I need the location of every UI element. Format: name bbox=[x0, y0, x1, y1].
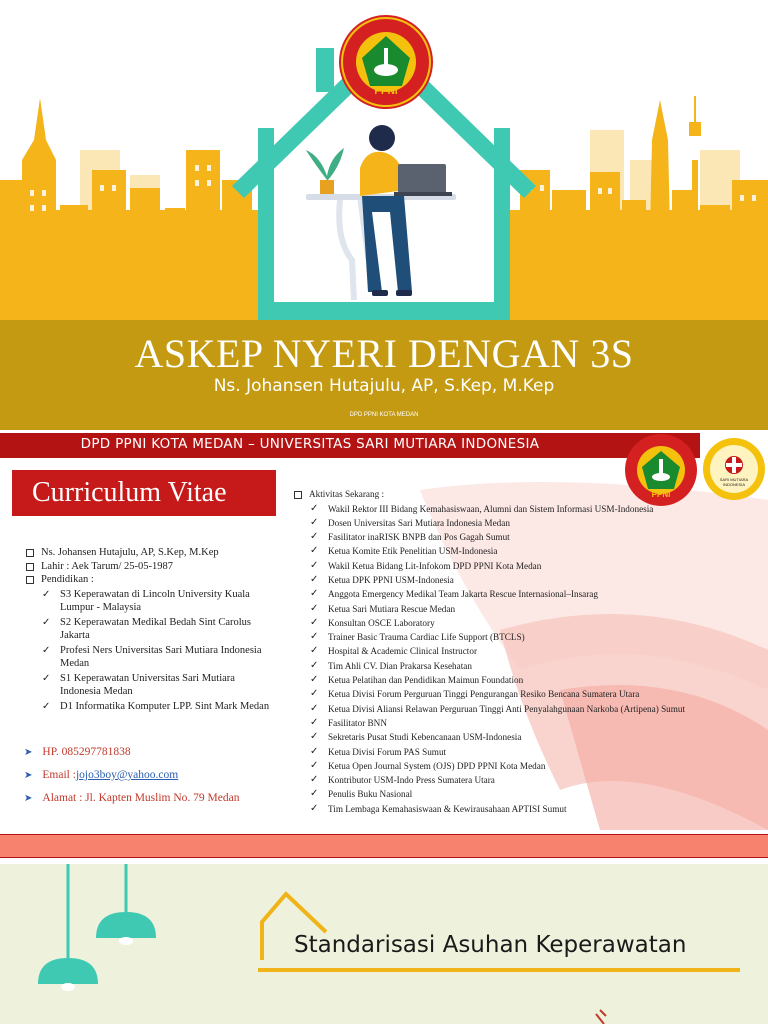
education-label: Pendidikan : bbox=[41, 574, 94, 585]
list-item: ✓ S3 Keperawatan di Lincoln University Kuala Lumpur - Malaysia bbox=[42, 588, 250, 613]
slide-title: ASKEP NYERI DENGAN 3S bbox=[134, 331, 634, 376]
checkmark-icon: ✓ bbox=[310, 759, 319, 771]
footer-small-text: DPD PPNI KOTA MEDAN bbox=[349, 412, 419, 418]
list-item: ✓ Wakil Ketua Bidang Lit-Infokom DPD PPNI Kota Medan bbox=[310, 559, 752, 573]
list-item: ✓ Dosen Universitas Sari Mutiara Indonesia Medan bbox=[310, 516, 752, 530]
name-item bbox=[24, 546, 274, 560]
checkmark-icon: ✓ bbox=[42, 700, 51, 712]
ppni-logo bbox=[338, 14, 434, 110]
address-item bbox=[24, 792, 239, 804]
checkmark-icon: ✓ bbox=[310, 602, 319, 614]
author-subtitle: Ns. Johansen Hutajulu, AP, S.Kep, M.Kep bbox=[213, 376, 555, 396]
name-text: Ns. Johansen Hutajulu, AP, S.Kep, M.Kep bbox=[41, 547, 219, 558]
arrow-bullet-icon: ➤ bbox=[24, 792, 33, 804]
list-item: ✓ Konsultan OSCE Laboratory bbox=[310, 616, 752, 630]
phone-item bbox=[24, 746, 131, 758]
ppni-logo-small-text: PPNI bbox=[651, 490, 671, 499]
square-bullet-icon bbox=[26, 576, 34, 584]
address-text: Alamat : Jl. Kapten Muslim No. 79 Medan bbox=[42, 792, 240, 804]
list-item: ✓ Profesi Ners Universitas Sari Mutiara Indonesia Medan bbox=[42, 644, 262, 669]
education-heading bbox=[24, 573, 274, 587]
activities-label: Aktivitas Sekarang : bbox=[309, 489, 385, 499]
checkmark-icon: ✓ bbox=[310, 788, 319, 800]
list-item: ✓ Anggota Emergency Medikal Team Jakarta Rescue Internasional–Insarag bbox=[310, 587, 752, 601]
list-item: ✓ Trainer Basic Trauma Cardiac Life Support (BTCLS) bbox=[310, 630, 752, 644]
list-item: ✓ S2 Keperawatan Medikal Bedah Sint Carolus Jakarta bbox=[42, 616, 251, 641]
checkmark-icon: ✓ bbox=[310, 616, 319, 628]
checkmark-icon: ✓ bbox=[310, 516, 319, 528]
birth-item bbox=[24, 560, 274, 574]
logo-bottom-text: PPNI bbox=[374, 86, 398, 97]
list-item: ✓ Ketua Divisi Aliansi Relawan Perguruan Tinggi Anti Penyalahgunaan Narkoba (Artipena) Sumut bbox=[310, 702, 752, 716]
checkmark-icon: ✓ bbox=[42, 616, 51, 628]
checkmark-icon: ✓ bbox=[310, 745, 319, 757]
personal-info bbox=[24, 546, 274, 713]
checkmark-icon: ✓ bbox=[310, 659, 319, 671]
activities-heading bbox=[292, 488, 752, 502]
checkmark-icon: ✓ bbox=[310, 802, 319, 814]
list-item: ✓ Ketua Open Journal System (OJS) DPD PPNI Kota Medan bbox=[310, 759, 752, 773]
activities bbox=[292, 488, 752, 816]
section-title: Standarisasi Asuhan Keperawatan bbox=[294, 932, 687, 958]
list-item: ✓ Ketua Sari Mutiara Rescue Medan bbox=[310, 602, 752, 616]
email-item bbox=[24, 769, 178, 781]
list-item: ✓ Penulis Buku Nasional bbox=[310, 787, 752, 801]
list-item: ✓ Ketua Pelatihan dan Pendidikan Maimun Foundation bbox=[310, 673, 752, 687]
list-item: ✓ Ketua Divisi Forum Perguruan Tinggi Pengurangan Resiko Bencana Sumatera Utara bbox=[310, 687, 752, 701]
education-list bbox=[24, 588, 274, 714]
checkmark-icon: ✓ bbox=[310, 559, 319, 571]
checkmark-icon: ✓ bbox=[310, 573, 319, 585]
checkmark-icon: ✓ bbox=[42, 588, 51, 600]
checkmark-icon: ✓ bbox=[310, 702, 319, 714]
list-item: ✓ Tim Ahli CV. Dian Prakarsa Kesehatan bbox=[310, 659, 752, 673]
checkmark-icon: ✓ bbox=[310, 645, 319, 657]
list-item: ✓ D1 Informatika Komputer LPP. Sint Mark Medan bbox=[42, 700, 270, 712]
cv-title: Curriculum Vitae bbox=[12, 470, 276, 516]
email-label: Email : bbox=[42, 769, 76, 781]
checkmark-icon: ✓ bbox=[42, 672, 51, 684]
arrow-bullet-icon: ➤ bbox=[24, 746, 33, 758]
square-bullet-icon bbox=[26, 549, 34, 557]
checkmark-icon: ✓ bbox=[310, 531, 319, 543]
list-item: ✓ Hospital & Academic Clinical Instructor bbox=[310, 644, 752, 658]
title-underline bbox=[258, 968, 740, 972]
checkmark-icon: ✓ bbox=[310, 588, 319, 600]
header-title: DPD PPNI KOTA MEDAN – UNIVERSITAS SARI MUTIARA INDONESIA bbox=[80, 436, 540, 452]
checkmark-icon: ✓ bbox=[310, 774, 319, 786]
checkmark-icon: ✓ bbox=[310, 631, 319, 643]
checkmark-icon: ✓ bbox=[310, 674, 319, 686]
list-item: ✓ Tim Lembaga Kemahasiswaan & Kewirausahaan APTISI Sumut bbox=[310, 802, 752, 816]
list-item: ✓ Sekretaris Pusat Studi Kebencanaan USM-Indonesia bbox=[310, 730, 752, 744]
section-slide bbox=[0, 864, 768, 1024]
checkmark-icon: ✓ bbox=[310, 688, 319, 700]
arrow-bullet-icon: ➤ bbox=[24, 769, 33, 781]
footer-bar bbox=[0, 834, 768, 858]
university-logo-text: SARI MUTIARA INDONESIA bbox=[719, 477, 749, 487]
title-slide bbox=[0, 0, 768, 430]
phone-text: HP. 085297781838 bbox=[42, 746, 131, 758]
list-item: ✓ Fasilitator BNN bbox=[310, 716, 752, 730]
list-item: ✓ Wakil Rektor III Bidang Kemahasiswaan, Alumni dan Sistem Informasi USM-Indonesia bbox=[310, 502, 752, 516]
checkmark-icon: ✓ bbox=[310, 731, 319, 743]
list-item: ✓ S1 Keperawatan Universitas Sari Mutiara Indonesia Medan bbox=[42, 672, 235, 697]
checkmark-icon: ✓ bbox=[310, 502, 319, 514]
birth-text: Lahir : Aek Tarum/ 25-05-1987 bbox=[41, 560, 174, 572]
list-item: ✓ Fasilitator inaRISK BNPB dan Pos Gagah Sumut bbox=[310, 530, 752, 544]
square-bullet-icon bbox=[26, 563, 34, 571]
square-bullet-icon bbox=[294, 491, 302, 499]
list-item: ✓ Ketua DPK PPNI USM-Indonesia bbox=[310, 573, 752, 587]
checkmark-icon: ✓ bbox=[310, 545, 319, 557]
cv-slide bbox=[0, 430, 768, 860]
email-link[interactable]: jojo3boy@yahoo.com bbox=[75, 769, 179, 781]
checkmark-icon: ✓ bbox=[310, 716, 319, 728]
list-item: ✓ Ketua Komite Etik Penelitian USM-Indonesia bbox=[310, 544, 752, 558]
activities-list bbox=[292, 502, 752, 817]
list-item: ✓ Ketua Divisi Forum PAS Sumut bbox=[310, 745, 752, 759]
list-item: ✓ Kontributor USM-Indo Press Sumatera Utara bbox=[310, 773, 752, 787]
checkmark-icon: ✓ bbox=[42, 644, 51, 656]
